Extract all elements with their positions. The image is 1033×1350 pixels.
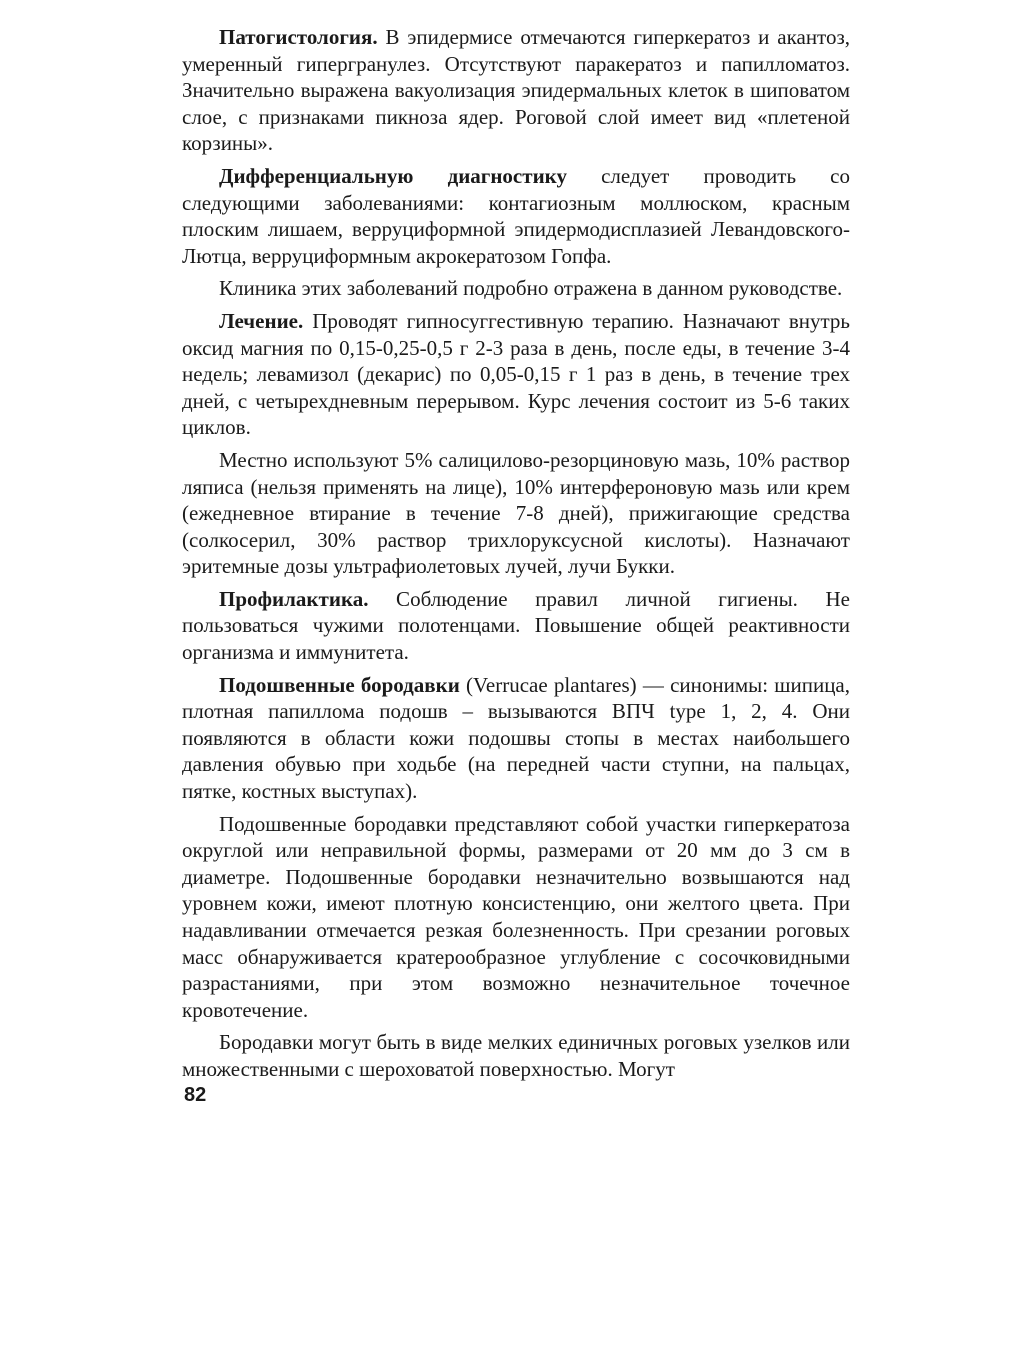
- paragraph-text: Проводят гипносуггестивную терапию. Назначают внутрь оксид магния по 0,15-0,25-0,5 г 2-3 раза в день, после еды, в течение 3-4 недель; левамизол (декарис) по 0,05-0,15 г 1 раз в день, в течение трех дней, с четырехдневным перерывом. Курс лечения состоит из 5-6 таких циклов.: [182, 308, 850, 440]
- page-body: [182, 24, 850, 1089]
- paragraph-text: Соблюдение правил личной гигиены. Не пользоваться чужими полотенцами. Повышение общей реактивности организма и иммунитета.: [182, 586, 850, 665]
- paragraph-lead: Профилактика.: [219, 586, 369, 611]
- paragraph-text: Бородавки могут быть в виде мелких единичных роговых узелков или множественными с шероховатой поверхностью. Могут: [182, 1030, 850, 1081]
- paragraph-text: следует проводить со следующими заболеваниями: контагиозным моллюском, красным плоским лишаем, верруциформной эпидермодисплазией Левандовского-Лютца, верруциформным акрокератозом Гопфа.: [182, 163, 850, 268]
- paragraph-lead: Лечение.: [219, 308, 304, 333]
- paragraph-warts-forms: [182, 1029, 850, 1082]
- paragraph-text: Подошвенные бородавки представляют собой участки гиперкератоза округлой или неправильной формы, размерами от 20 мм до 3 см в диаметре. Подошвенные бородавки незначительно возвышаются над уровнем кожи, имеют плотную консистенцию, они желтого цвета. При надавливании отмечается резкая болезненность. При срезании роговых масс обнаруживается кратерообразное углубление с сосочковидными разрастаниями, при этом возможно незначительное точечное кровотечение.: [182, 811, 850, 1022]
- paragraph-plantar-warts: [182, 672, 850, 805]
- paragraph-text: В эпидермисе отмечаются гиперкератоз и акантоз, умеренный гипергранулез. Отсутствуют паракератоз и папилломатоз. Значительно выражена вакуолизация эпидермальных клеток в шиповатом слое, с признаками пикноза ядер. Роговой слой имеет вид «плетеной корзины».: [182, 25, 850, 156]
- paragraph-plantar-warts-description: [182, 811, 850, 1024]
- paragraph-lead: Патогистология.: [219, 25, 378, 49]
- paragraph-text: (Verrucae plantares) — синонимы: шипица, плотная папиллома подошв – вызываются ВПЧ type 1, 2, 4. Они появляются в области кожи подошвы стопы в местах наибольшего давления обувью при ходьбе (на передней части ступни, на пальцах, пятке, костных выступах).: [182, 672, 851, 804]
- paragraph-differential-diagnosis: [182, 163, 850, 269]
- paragraph-pathohistology: [182, 24, 850, 157]
- paragraph-text: Местно используют 5% салицилово-резорциновую мазь, 10% раствор ляписа (нельзя применять на лице), 10% интерфероновую мазь или крем (ежедневное втирание в течение 7-8 дней), прижигающие средства (солкосерил, 30% раствор трихлоруксусной кислоты). Назначают эритемные дозы ультрафиолетовых лучей, лучи Букки.: [182, 447, 850, 579]
- paragraph-text: Клиника этих заболеваний подробно отражена в данном руководстве.: [219, 276, 843, 301]
- paragraph-lead: Подошвенные бородавки: [219, 672, 460, 697]
- paragraph-clinical-note: [182, 275, 850, 302]
- paragraph-lead: Дифференциальную диагностику: [219, 163, 567, 188]
- page-number: 82: [184, 1084, 207, 1106]
- paragraph-local-treatment: [182, 447, 850, 580]
- paragraph-treatment: [182, 308, 850, 441]
- paragraph-prevention: [182, 586, 850, 666]
